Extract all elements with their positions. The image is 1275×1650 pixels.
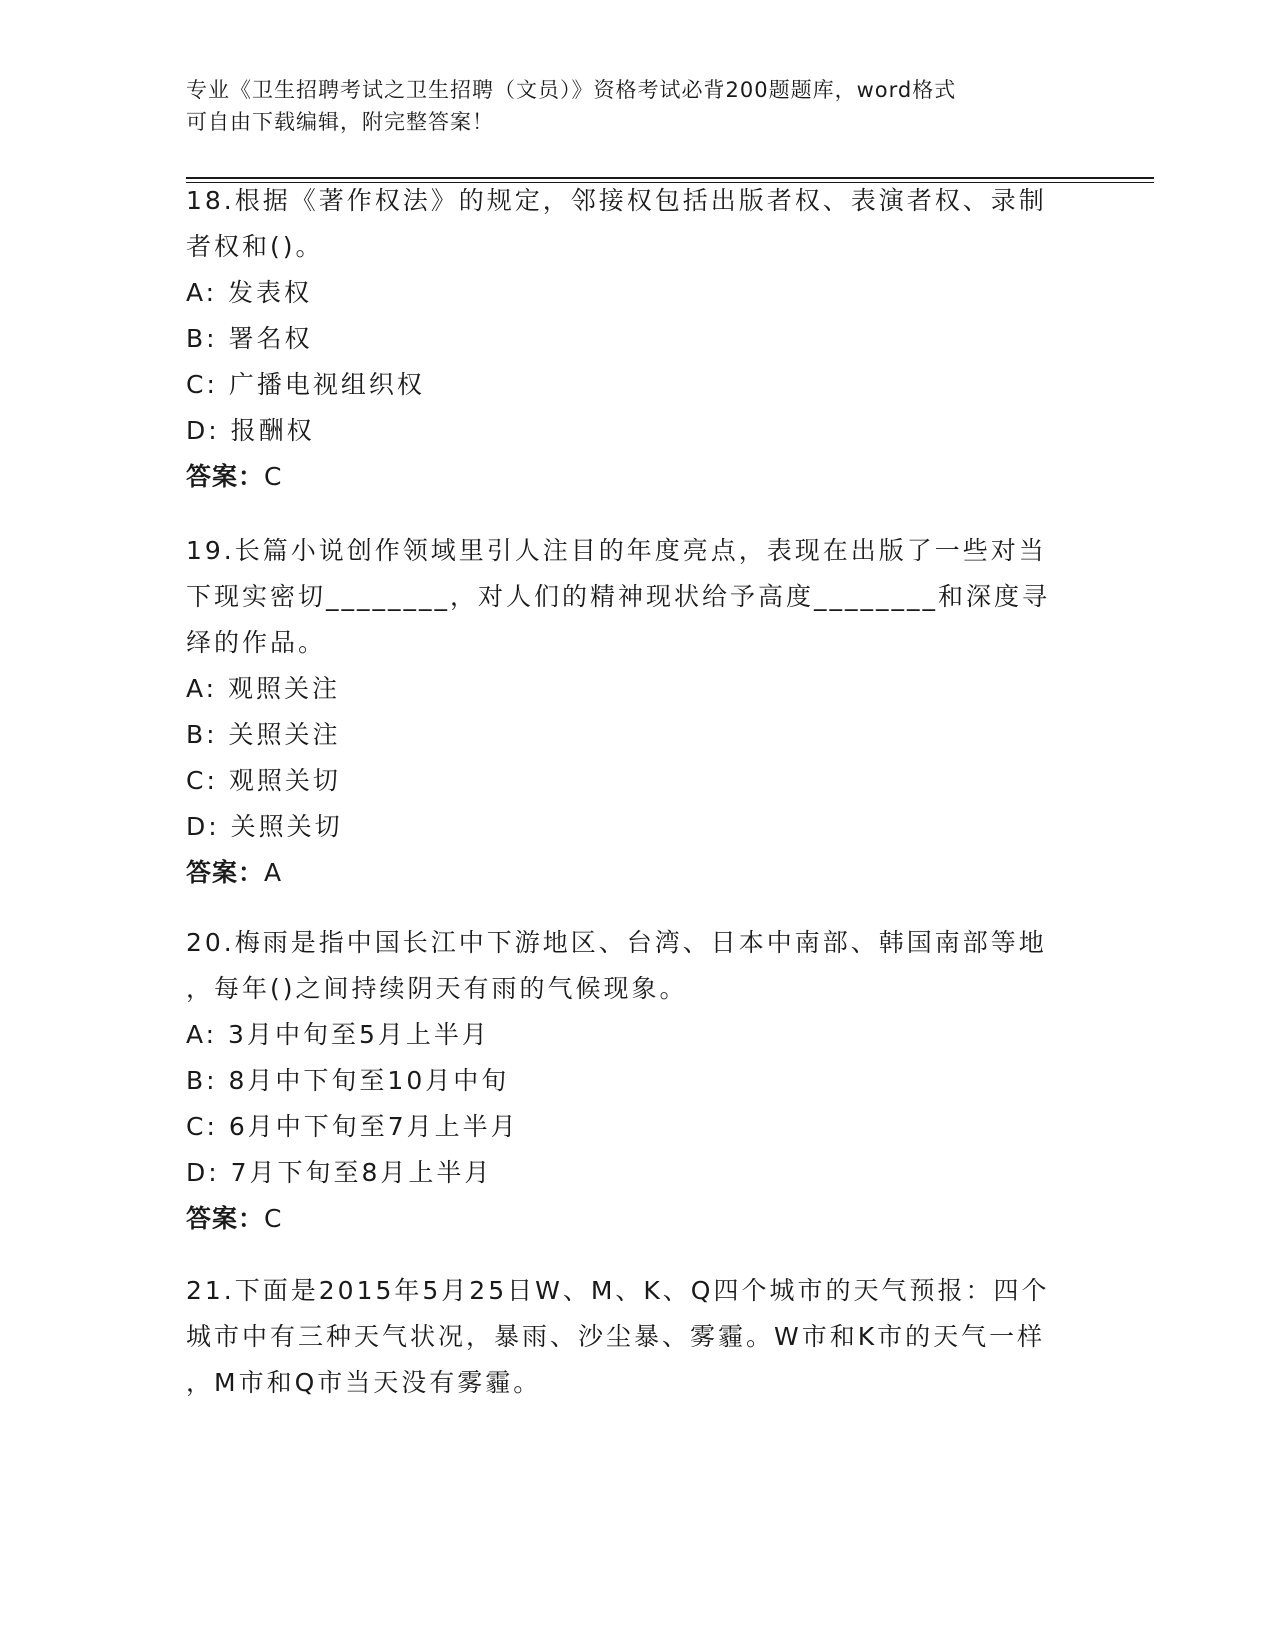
question-text-line: 19.长篇小说创作领域里引人注目的年度亮点，表现在出版了一些对当: [186, 536, 1047, 565]
question-text-line: 20.梅雨是指中国长江中下游地区、台湾、日本中南部、韩国南部等地: [186, 928, 1047, 957]
option-d: D: 报酬权: [186, 416, 315, 445]
header-line: 可自由下载编辑，附完整答案！: [186, 110, 494, 134]
answer-line: [186, 850, 1086, 896]
option-a: A: 3月中旬至5月上半月: [186, 1020, 490, 1049]
option-c: C: 广播电视组织权: [186, 370, 425, 399]
answer-label: 答案：: [186, 462, 265, 491]
header-line: 专业《卫生招聘考试之卫生招聘（文员）》资格考试必背200题题库，word格式: [186, 78, 957, 102]
answer-line: [186, 454, 1086, 500]
answer-value: C: [264, 1204, 283, 1233]
option-d: D: 关照关切: [186, 812, 343, 841]
option-b: B: 关照关注: [186, 720, 341, 749]
answer-label: 答案：: [186, 858, 265, 887]
answer-line: [186, 1196, 1086, 1242]
question-text-line: 城市中有三种天气状况，暴雨、沙尘暴、雾霾。W市和K市的天气一样: [186, 1322, 1046, 1351]
question-text-line: 18.根据《著作权法》的规定，邻接权包括出版者权、表演者权、录制: [186, 186, 1047, 215]
question-text-line: 绎的作品。: [186, 628, 327, 657]
question-21: [186, 1268, 1086, 1406]
question-text-line: ，每年()之间持续阴天有雨的气候现象。: [186, 974, 688, 1003]
option-a: A: 观照关注: [186, 674, 341, 703]
option-c: C: 6月中下旬至7月上半月: [186, 1112, 519, 1141]
answer-value: A: [264, 858, 283, 887]
question-20: [186, 920, 1086, 1242]
question-text-line: 者权和()。: [186, 232, 324, 261]
option-d: D: 7月下旬至8月上半月: [186, 1158, 493, 1187]
question-text-line: ，M市和Q市当天没有雾霾。: [186, 1368, 542, 1397]
option-c: C: 观照关切: [186, 766, 341, 795]
answer-label: 答案：: [186, 1204, 265, 1233]
option-b: B: 8月中下旬至10月中旬: [186, 1066, 510, 1095]
document-header: [186, 74, 1086, 138]
question-text-line: 下现实密切________，对人们的精神现状给予高度________和深度寻: [186, 582, 1051, 611]
question-text-line: 21.下面是2015年5月25日W、M、K、Q四个城市的天气预报：四个: [186, 1276, 1050, 1305]
question-19: [186, 528, 1086, 896]
answer-value: C: [264, 462, 283, 491]
question-18: [186, 178, 1086, 500]
option-b: B: 署名权: [186, 324, 313, 353]
option-a: A: 发表权: [186, 278, 313, 307]
